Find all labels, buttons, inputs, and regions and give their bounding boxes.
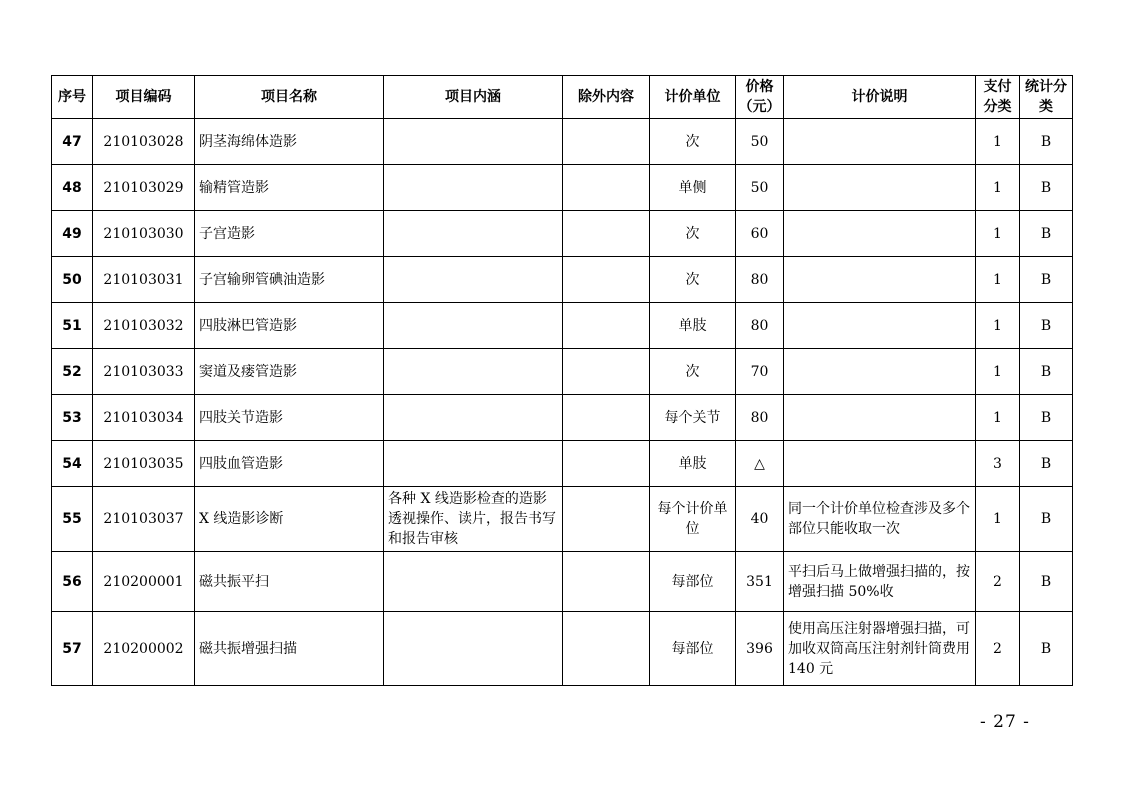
- header-no: 序号: [52, 76, 93, 119]
- item-price: 50: [736, 119, 784, 165]
- pricing-note: [784, 165, 976, 211]
- pricing-unit: 每个关节: [650, 395, 736, 441]
- item-name: X 线造影诊断: [195, 487, 384, 552]
- row-number: 53: [52, 395, 93, 441]
- item-exclusion: [563, 552, 650, 612]
- item-code: 210103033: [93, 349, 195, 395]
- item-name: 阴茎海绵体造影: [195, 119, 384, 165]
- header-row: [52, 76, 1073, 119]
- pricing-unit: 每个计价单位: [650, 487, 736, 552]
- table-row: [52, 441, 1073, 487]
- item-code: 210103029: [93, 165, 195, 211]
- pricing-unit: 单侧: [650, 165, 736, 211]
- item-price: 80: [736, 303, 784, 349]
- statistics-category: B: [1020, 441, 1073, 487]
- item-exclusion: [563, 395, 650, 441]
- header-exclusion: 除外内容: [563, 76, 650, 119]
- item-exclusion: [563, 349, 650, 395]
- table-row: [52, 552, 1073, 612]
- item-code: 210103030: [93, 211, 195, 257]
- header-name: 项目名称: [195, 76, 384, 119]
- item-price: 70: [736, 349, 784, 395]
- pricing-unit: 单肢: [650, 303, 736, 349]
- item-exclusion: [563, 119, 650, 165]
- table-row: [52, 303, 1073, 349]
- row-number: 54: [52, 441, 93, 487]
- pricing-note: 使用高压注射器增强扫描，可加收双筒高压注射剂针筒费用 140 元: [784, 612, 976, 686]
- item-price: △: [736, 441, 784, 487]
- statistics-category: B: [1020, 552, 1073, 612]
- payment-category: 1: [976, 119, 1020, 165]
- statistics-category: B: [1020, 487, 1073, 552]
- row-number: 56: [52, 552, 93, 612]
- row-number: 47: [52, 119, 93, 165]
- item-price: 80: [736, 257, 784, 303]
- header-code: 项目编码: [93, 76, 195, 119]
- pricing-note: [784, 441, 976, 487]
- row-number: 50: [52, 257, 93, 303]
- payment-category: 2: [976, 552, 1020, 612]
- item-content: [384, 211, 563, 257]
- table-row: [52, 165, 1073, 211]
- item-price: 351: [736, 552, 784, 612]
- pricing-unit: 每部位: [650, 552, 736, 612]
- table-row: [52, 487, 1073, 552]
- statistics-category: B: [1020, 211, 1073, 257]
- table-row: [52, 349, 1073, 395]
- item-name: 四肢血管造影: [195, 441, 384, 487]
- pricing-unit: 次: [650, 257, 736, 303]
- item-exclusion: [563, 487, 650, 552]
- item-content: [384, 612, 563, 686]
- payment-category: 1: [976, 487, 1020, 552]
- row-number: 55: [52, 487, 93, 552]
- statistics-category: B: [1020, 349, 1073, 395]
- header-content: 项目内涵: [384, 76, 563, 119]
- statistics-category: B: [1020, 165, 1073, 211]
- pricing-note: [784, 257, 976, 303]
- pricing-unit: 单肢: [650, 441, 736, 487]
- payment-category: 2: [976, 612, 1020, 686]
- pricing-note: [784, 349, 976, 395]
- statistics-category: B: [1020, 395, 1073, 441]
- item-code: 210103028: [93, 119, 195, 165]
- item-price: 80: [736, 395, 784, 441]
- item-name: 子宫造影: [195, 211, 384, 257]
- item-content: 各种 X 线造影检查的造影透视操作、读片，报告书写和报告审核: [384, 487, 563, 552]
- row-number: 57: [52, 612, 93, 686]
- item-exclusion: [563, 165, 650, 211]
- table-row: [52, 395, 1073, 441]
- pricing-unit: 次: [650, 211, 736, 257]
- item-name: 窦道及瘘管造影: [195, 349, 384, 395]
- item-name: 输精管造影: [195, 165, 384, 211]
- item-exclusion: [563, 257, 650, 303]
- item-content: [384, 119, 563, 165]
- header-note: 计价说明: [784, 76, 976, 119]
- statistics-category: B: [1020, 119, 1073, 165]
- header-pay: 支付分类: [976, 76, 1020, 119]
- item-content: [384, 349, 563, 395]
- item-code: 210103035: [93, 441, 195, 487]
- item-code: 210103034: [93, 395, 195, 441]
- item-code: 210103031: [93, 257, 195, 303]
- pricing-note: [784, 119, 976, 165]
- item-content: [384, 552, 563, 612]
- price-table: [51, 75, 1073, 686]
- item-exclusion: [563, 441, 650, 487]
- item-content: [384, 257, 563, 303]
- header-price: 价格（元）: [736, 76, 784, 119]
- item-content: [384, 165, 563, 211]
- table-body: [52, 119, 1073, 686]
- pricing-unit: 次: [650, 119, 736, 165]
- item-content: [384, 441, 563, 487]
- item-price: 60: [736, 211, 784, 257]
- payment-category: 1: [976, 395, 1020, 441]
- pricing-note: [784, 395, 976, 441]
- item-code: 210103037: [93, 487, 195, 552]
- item-exclusion: [563, 303, 650, 349]
- header-unit: 计价单位: [650, 76, 736, 119]
- statistics-category: B: [1020, 257, 1073, 303]
- item-price: 396: [736, 612, 784, 686]
- item-code: 210200001: [93, 552, 195, 612]
- payment-category: 1: [976, 165, 1020, 211]
- item-content: [384, 303, 563, 349]
- item-name: 四肢关节造影: [195, 395, 384, 441]
- item-price: 40: [736, 487, 784, 552]
- table-row: [52, 119, 1073, 165]
- statistics-category: B: [1020, 612, 1073, 686]
- item-price: 50: [736, 165, 784, 211]
- item-content: [384, 395, 563, 441]
- pricing-note: 同一个计价单位检查涉及多个部位只能收取一次: [784, 487, 976, 552]
- payment-category: 1: [976, 303, 1020, 349]
- item-name: 磁共振增强扫描: [195, 612, 384, 686]
- item-code: 210103032: [93, 303, 195, 349]
- pricing-note: [784, 303, 976, 349]
- table-row: [52, 612, 1073, 686]
- payment-category: 3: [976, 441, 1020, 487]
- pricing-unit: 次: [650, 349, 736, 395]
- table-row: [52, 211, 1073, 257]
- item-exclusion: [563, 211, 650, 257]
- item-code: 210200002: [93, 612, 195, 686]
- payment-category: 1: [976, 211, 1020, 257]
- table-row: [52, 257, 1073, 303]
- pricing-note: [784, 211, 976, 257]
- row-number: 52: [52, 349, 93, 395]
- page-number: - 27 -: [980, 712, 1030, 732]
- row-number: 51: [52, 303, 93, 349]
- payment-category: 1: [976, 349, 1020, 395]
- item-name: 子宫输卵管碘油造影: [195, 257, 384, 303]
- item-name: 四肢淋巴管造影: [195, 303, 384, 349]
- payment-category: 1: [976, 257, 1020, 303]
- pricing-note: 平扫后马上做增强扫描的，按增强扫描 50%收: [784, 552, 976, 612]
- item-name: 磁共振平扫: [195, 552, 384, 612]
- item-exclusion: [563, 612, 650, 686]
- row-number: 49: [52, 211, 93, 257]
- row-number: 48: [52, 165, 93, 211]
- table-header: [52, 76, 1073, 119]
- header-stat: 统计分类: [1020, 76, 1073, 119]
- pricing-unit: 每部位: [650, 612, 736, 686]
- statistics-category: B: [1020, 303, 1073, 349]
